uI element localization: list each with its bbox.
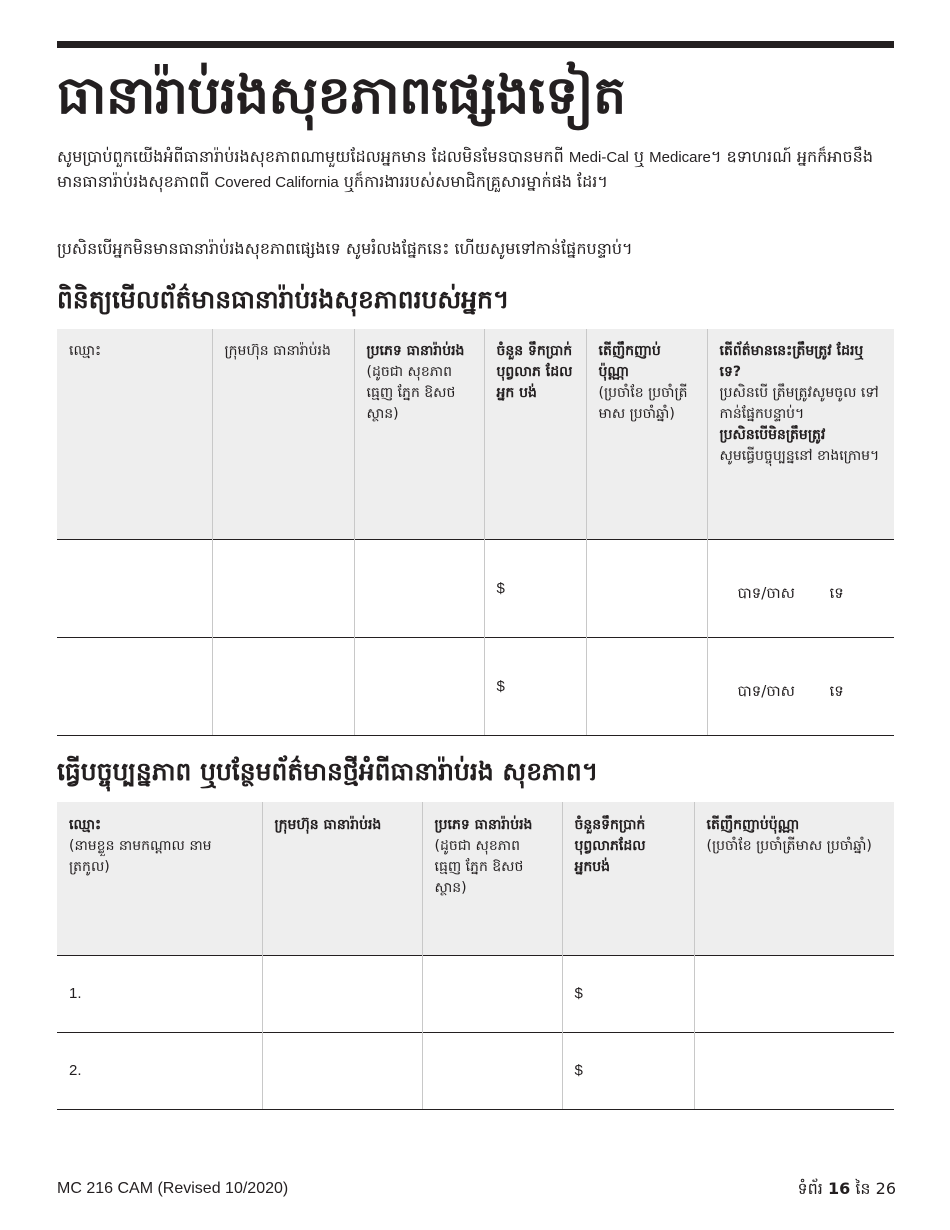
col-frequency: តើញឹកញាប់ ប៉ុណ្ណា (ប្រចាំខែ ប្រចាំត្រីមាស ប្រចាំឆ្នាំ) — [586, 329, 707, 539]
yes-option[interactable]: បាទ/ចាស — [737, 584, 795, 602]
page-title: ធានារ៉ាប់រងសុខភាពផ្សេងទៀត — [57, 66, 626, 126]
table-header-row — [57, 802, 894, 955]
update-insurance-table — [57, 802, 894, 1110]
col-frequency: តើញឹកញាប់ប៉ុណ្ណា (ប្រចាំខែ ប្រចាំត្រីមាស ប្រចាំឆ្នាំ) — [694, 802, 894, 955]
table-row — [57, 1032, 894, 1109]
intro-paragraph — [57, 145, 897, 195]
no-option[interactable]: ទេ — [829, 584, 844, 602]
of-word: នៃ — [855, 1179, 871, 1198]
company-cell[interactable] — [262, 955, 422, 1032]
medi-cal-text: Medi-Cal — [568, 149, 629, 166]
correct-cell — [707, 539, 894, 637]
premium-cell[interactable]: $ — [562, 1032, 694, 1109]
form-id: MC 216 CAM (Revised 10/2020) — [57, 1180, 289, 1197]
page-word: ទំព័រ — [797, 1179, 823, 1198]
name-cell[interactable] — [57, 637, 212, 735]
yes-option[interactable]: បាទ/ចាស — [737, 682, 795, 700]
intro-text-1: សូមប្រាប់ពួកយើងអំពីធានារ៉ាប់រងសុខភាពណាមួយដែលអ្នកមាន ដែលមិនមែនបានមកពី — [57, 147, 569, 166]
company-cell[interactable] — [212, 539, 354, 637]
col-name: ឈ្មោះ — [57, 329, 212, 539]
page-number — [797, 1178, 896, 1202]
medicare-text: Medicare — [649, 149, 711, 166]
frequency-cell[interactable] — [586, 539, 707, 637]
frequency-cell[interactable] — [694, 955, 894, 1032]
update-heading: ធ្វើបច្ចុប្បន្នភាព ឬបន្ថែមព័ត៌មានថ្មីអំពីធានារ៉ាប់រង សុខភាព។ — [57, 757, 599, 786]
col-company: ក្រុមហ៊ុន ធានារ៉ាប់រង — [212, 329, 354, 539]
frequency-cell[interactable] — [694, 1032, 894, 1109]
name-cell[interactable]: 1. — [57, 955, 262, 1032]
covered-california-text: Covered California — [214, 174, 339, 191]
skip-note: ប្រសិនបើអ្នកមិនមានធានារ៉ាប់រងសុខភាពផ្សេងទេ សូមរំលងផ្នែកនេះ ហើយសូមទៅកាន់ផ្នែកបន្ទាប់។ — [57, 239, 633, 258]
review-heading: ពិនិត្យមើលព័ត៌មានធានារ៉ាប់រងសុខភាពរបស់អ្នក។ — [57, 285, 510, 314]
col-name: ឈ្មោះ (នាមខ្លួន នាមកណ្តាល នាមត្រកូល) — [57, 802, 262, 955]
premium-cell[interactable]: $ — [484, 637, 586, 735]
page-current: 16 — [827, 1179, 851, 1198]
premium-cell[interactable]: $ — [484, 539, 586, 637]
review-insurance-table — [57, 329, 894, 736]
type-cell[interactable] — [354, 637, 484, 735]
table-header-row — [57, 329, 894, 539]
col-premium: ចំនួន ទឹកប្រាក់ បុព្វលាភ ដែលអ្នក បង់ — [484, 329, 586, 539]
type-cell[interactable] — [354, 539, 484, 637]
company-cell[interactable] — [212, 637, 354, 735]
intro-text-3: ។ ឧទាហរណ៍ អ្នកក៏អាចនឹងមានធានារ៉ាប់រងសុខភាពពី — [57, 147, 873, 191]
col-type: ប្រភេទ ធានារ៉ាប់រង (ដូចជា សុខភាព ធ្មេញ ភ្នែក ឱសថស្ថាន) — [354, 329, 484, 539]
no-option[interactable]: ទេ — [829, 682, 844, 700]
name-cell[interactable]: 2. — [57, 1032, 262, 1109]
intro-text-4: ឬក៏ការងាររបស់សមាជិកគ្រួសារម្នាក់ផង ដែរ។ — [338, 172, 608, 191]
premium-cell[interactable]: $ — [562, 955, 694, 1032]
frequency-cell[interactable] — [586, 637, 707, 735]
table-row — [57, 539, 894, 637]
table-row — [57, 955, 894, 1032]
company-cell[interactable] — [262, 1032, 422, 1109]
intro-text-2: ឬ — [628, 147, 650, 166]
correct-cell — [707, 637, 894, 735]
top-rule — [57, 41, 894, 48]
type-cell[interactable] — [422, 1032, 562, 1109]
type-cell[interactable] — [422, 955, 562, 1032]
col-type: ប្រភេទ ធានារ៉ាប់រង (ដូចជា សុខភាព ធ្មេញ ភ្នែក ឱសថស្ថាន) — [422, 802, 562, 955]
name-cell[interactable] — [57, 539, 212, 637]
col-company: ក្រុមហ៊ុន ធានារ៉ាប់រង — [262, 802, 422, 955]
table-row — [57, 637, 894, 735]
col-correct: តើព័ត៌មាននេះត្រឹមត្រូវ ដែរឬទេ? ប្រសិនបើ ត្រឹមត្រូវសូមចូល ទៅកាន់ផ្នែកបន្ទាប់។ ប្រសិនបើមិនត្រឹមត្រូវ សូមធ្វើបច្ចុប្បន្ននៅ ខាងក្រោម។ — [707, 329, 894, 539]
col-premium: ចំនួនទឹកប្រាក់ បុព្វលាភដែល អ្នកបង់ — [562, 802, 694, 955]
page-total: 26 — [875, 1179, 896, 1198]
